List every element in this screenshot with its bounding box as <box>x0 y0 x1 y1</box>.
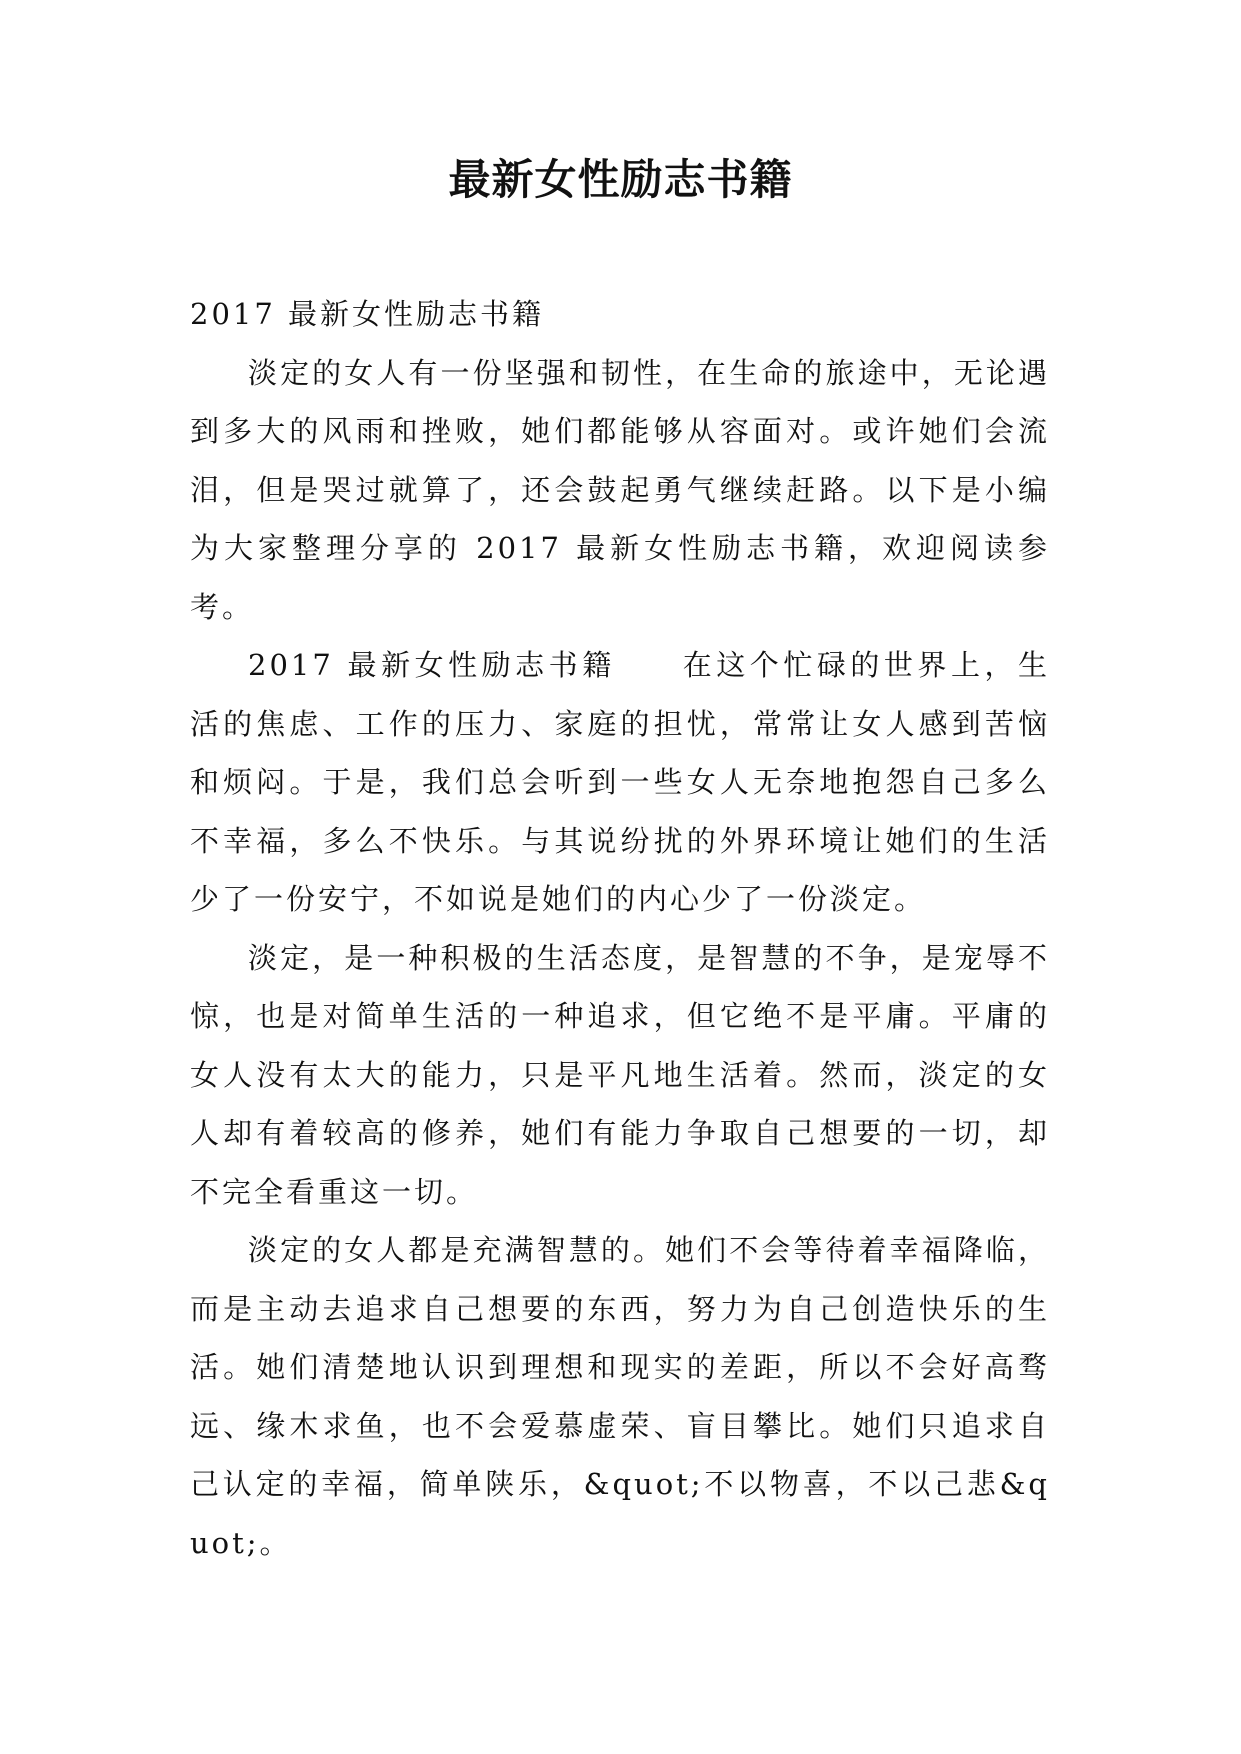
paragraph: 2017 最新女性励志书籍 在这个忙碌的世界上，生活的焦虑、工作的压力、家庭的担忧，常常让女人感到苦恼和烦闷。于是，我们总会听到一些女人无奈地抱怨自己多么不幸福，多么不快乐。与其说纷扰的外界环境让她们的生活少了一份安宁，不如说是她们的内心少了一份淡定。 <box>190 648 1050 916</box>
paragraph-heading: 2017 最新女性励志书籍 <box>190 297 545 331</box>
paragraph: 淡定，是一种积极的生活态度，是智慧的不争，是宠辱不惊，也是对简单生活的一种追求，但它绝不是平庸。平庸的女人没有太大的能力，只是平凡地生活着。然而，淡定的女人却有着较高的修养，她们有能力争取自己想要的一切，却不完全看重这一切。 <box>190 940 1050 1209</box>
paragraph: 淡定的女人有一份坚强和韧性，在生命的旅途中，无论遇到多大的风雨和挫败，她们都能够从容面对。或许她们会流泪，但是哭过就算了，还会鼓起勇气继续赶路。以下是小编为大家整理分享的 2017 最新女性励志书籍，欢迎阅读参考。 <box>190 355 1050 624</box>
paragraph: 淡定的女人都是充满智慧的。她们不会等待着幸福降临，而是主动去追求自己想要的东西，努力为自己创造快乐的生活。她们清楚地认识到理想和现实的差距，所以不会好高骛远、缘木求鱼，也不会爱慕虚荣、盲目攀比。她们只追求自己认定的幸福，简单陕乐，&quot;不以物喜，不以己悲&quot;。 <box>190 1233 1050 1560</box>
document-title: 最新女性励志书籍 <box>448 155 793 204</box>
document-body <box>190 285 1050 1572</box>
